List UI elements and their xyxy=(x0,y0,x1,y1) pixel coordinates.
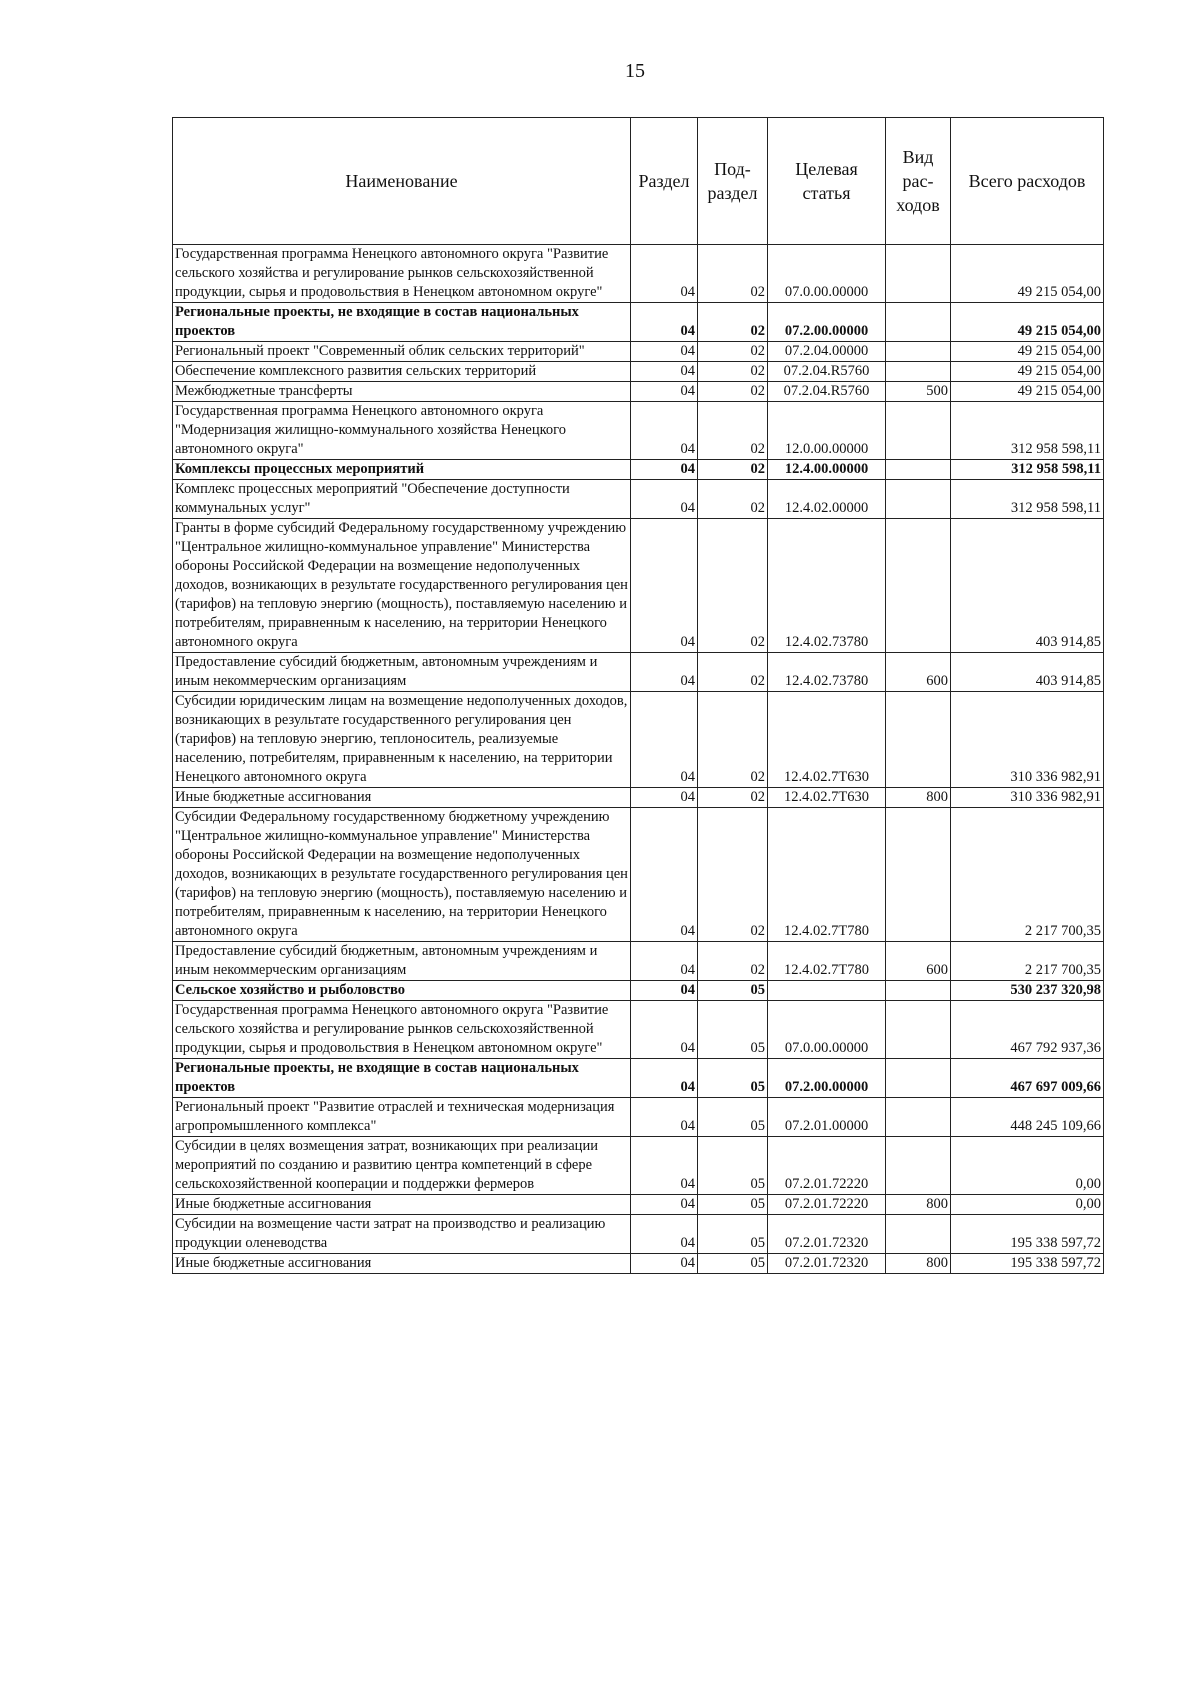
cell-name: Государственная программа Ненецкого автономного округа "Модернизация жилищно-коммунального хозяйства Ненецкого автономного округа" xyxy=(173,402,631,460)
cell-name: Региональный проект "Современный облик сельских территорий" xyxy=(173,342,631,362)
cell-vid: 800 xyxy=(886,788,951,808)
table-row xyxy=(173,1254,1104,1274)
cell-vid xyxy=(886,1059,951,1098)
cell-target: 07.2.01.72320 xyxy=(768,1254,886,1274)
table-row xyxy=(173,1137,1104,1195)
table-row xyxy=(173,1001,1104,1059)
header-razdel: Раздел xyxy=(631,118,698,245)
cell-total: 312 958 598,11 xyxy=(951,402,1104,460)
table-row xyxy=(173,981,1104,1001)
cell-name: Комплекс процессных мероприятий "Обеспечение доступности коммунальных услуг" xyxy=(173,480,631,519)
cell-target: 07.2.00.00000 xyxy=(768,1059,886,1098)
cell-name: Государственная программа Ненецкого автономного округа "Развитие сельского хозяйства и регулирование рынков сельскохозяйственной продукции, сырья и продовольствия в Ненецком автономном округе" xyxy=(173,245,631,303)
cell-target: 07.0.00.00000 xyxy=(768,1001,886,1059)
table-row xyxy=(173,362,1104,382)
cell-target xyxy=(768,981,886,1001)
cell-name: Сельское хозяйство и рыболовство xyxy=(173,981,631,1001)
table-row xyxy=(173,342,1104,362)
table-row xyxy=(173,402,1104,460)
cell-target: 07.2.04.00000 xyxy=(768,342,886,362)
table-body xyxy=(173,245,1104,1274)
cell-razdel: 04 xyxy=(631,653,698,692)
cell-vid xyxy=(886,362,951,382)
cell-target: 12.4.00.00000 xyxy=(768,460,886,480)
table-header xyxy=(173,118,1104,245)
cell-razdel: 04 xyxy=(631,981,698,1001)
cell-name: Иные бюджетные ассигнования xyxy=(173,1254,631,1274)
cell-vid xyxy=(886,519,951,653)
cell-podrazdel: 02 xyxy=(698,460,768,480)
table-row xyxy=(173,808,1104,942)
table-row xyxy=(173,460,1104,480)
cell-podrazdel: 02 xyxy=(698,245,768,303)
cell-total: 2 217 700,35 xyxy=(951,942,1104,981)
cell-total: 49 215 054,00 xyxy=(951,303,1104,342)
cell-name: Предоставление субсидий бюджетным, автономным учреждениям и иным некоммерческим организациям xyxy=(173,942,631,981)
cell-razdel: 04 xyxy=(631,382,698,402)
cell-total: 403 914,85 xyxy=(951,653,1104,692)
cell-target: 12.4.02.7Т780 xyxy=(768,808,886,942)
cell-razdel: 04 xyxy=(631,245,698,303)
cell-razdel: 04 xyxy=(631,519,698,653)
cell-vid: 600 xyxy=(886,942,951,981)
cell-vid xyxy=(886,1098,951,1137)
cell-podrazdel: 05 xyxy=(698,1059,768,1098)
table-row xyxy=(173,303,1104,342)
header-podrazdel: Под-раздел xyxy=(698,118,768,245)
cell-podrazdel: 05 xyxy=(698,1137,768,1195)
cell-total: 310 336 982,91 xyxy=(951,692,1104,788)
cell-podrazdel: 02 xyxy=(698,653,768,692)
cell-vid xyxy=(886,1137,951,1195)
cell-target: 07.2.01.00000 xyxy=(768,1098,886,1137)
cell-total: 467 697 009,66 xyxy=(951,1059,1104,1098)
cell-podrazdel: 02 xyxy=(698,382,768,402)
header-target: Целевая статья xyxy=(768,118,886,245)
cell-target: 12.4.02.73780 xyxy=(768,653,886,692)
budget-table xyxy=(172,117,1104,1274)
cell-name: Межбюджетные трансферты xyxy=(173,382,631,402)
cell-total: 49 215 054,00 xyxy=(951,362,1104,382)
cell-razdel: 04 xyxy=(631,342,698,362)
cell-razdel: 04 xyxy=(631,362,698,382)
cell-name: Региональный проект "Развитие отраслей и техническая модернизация агропромышленного комплекса" xyxy=(173,1098,631,1137)
cell-vid xyxy=(886,402,951,460)
header-total: Всего расходов xyxy=(951,118,1104,245)
cell-target: 12.4.02.7Т780 xyxy=(768,942,886,981)
cell-vid: 800 xyxy=(886,1195,951,1215)
cell-podrazdel: 02 xyxy=(698,480,768,519)
cell-razdel: 04 xyxy=(631,460,698,480)
cell-podrazdel: 02 xyxy=(698,519,768,653)
cell-podrazdel: 02 xyxy=(698,788,768,808)
cell-total: 312 958 598,11 xyxy=(951,480,1104,519)
header-vid: Вид рас-ходов xyxy=(886,118,951,245)
cell-name: Комплексы процессных мероприятий xyxy=(173,460,631,480)
cell-vid xyxy=(886,1001,951,1059)
cell-name: Обеспечение комплексного развития сельских территорий xyxy=(173,362,631,382)
cell-podrazdel: 02 xyxy=(698,342,768,362)
cell-podrazdel: 05 xyxy=(698,1254,768,1274)
cell-vid xyxy=(886,245,951,303)
cell-vid: 800 xyxy=(886,1254,951,1274)
cell-razdel: 04 xyxy=(631,1001,698,1059)
cell-total: 49 215 054,00 xyxy=(951,342,1104,362)
cell-total: 0,00 xyxy=(951,1137,1104,1195)
cell-name: Региональные проекты, не входящие в состав национальных проектов xyxy=(173,303,631,342)
cell-razdel: 04 xyxy=(631,1059,698,1098)
cell-razdel: 04 xyxy=(631,1137,698,1195)
cell-target: 07.2.04.R5760 xyxy=(768,362,886,382)
table-row xyxy=(173,788,1104,808)
cell-razdel: 04 xyxy=(631,808,698,942)
cell-razdel: 04 xyxy=(631,942,698,981)
cell-target: 12.0.00.00000 xyxy=(768,402,886,460)
cell-target: 12.4.02.73780 xyxy=(768,519,886,653)
cell-podrazdel: 02 xyxy=(698,362,768,382)
cell-razdel: 04 xyxy=(631,1254,698,1274)
cell-podrazdel: 02 xyxy=(698,402,768,460)
table-row xyxy=(173,1195,1104,1215)
table-row xyxy=(173,942,1104,981)
cell-name: Субсидии в целях возмещения затрат, возникающих при реализации мероприятий по созданию и развитию центра компетенций в сфере сельскохозяйственной кооперации и поддержки фермеров xyxy=(173,1137,631,1195)
cell-name: Гранты в форме субсидий Федеральному государственному учреждению "Центральное жилищно-коммунальное управление" Министерства обороны Российской Федерации на возмещение недополученных доходов, возникающих в результате государственного регулирования цен (тарифов) на тепловую энергию (мощность), поставляемую населению и потребителям, приравненным к населению, на территории Ненецкого автономного округа xyxy=(173,519,631,653)
cell-target: 07.0.00.00000 xyxy=(768,245,886,303)
cell-podrazdel: 05 xyxy=(698,1098,768,1137)
cell-total: 2 217 700,35 xyxy=(951,808,1104,942)
cell-total: 195 338 597,72 xyxy=(951,1215,1104,1254)
cell-name: Государственная программа Ненецкого автономного округа "Развитие сельского хозяйства и регулирование рынков сельскохозяйственной продукции, сырья и продовольствия в Ненецком автономном округе" xyxy=(173,1001,631,1059)
cell-name: Предоставление субсидий бюджетным, автономным учреждениям и иным некоммерческим организациям xyxy=(173,653,631,692)
cell-target: 12.4.02.7Т630 xyxy=(768,788,886,808)
cell-target: 12.4.02.00000 xyxy=(768,480,886,519)
cell-target: 07.2.01.72220 xyxy=(768,1195,886,1215)
table-row xyxy=(173,382,1104,402)
cell-razdel: 04 xyxy=(631,692,698,788)
cell-target: 12.4.02.7Т630 xyxy=(768,692,886,788)
cell-name: Иные бюджетные ассигнования xyxy=(173,1195,631,1215)
cell-name: Субсидии Федеральному государственному бюджетному учреждению "Центральное жилищно-коммунальное управление" Министерства обороны Российской Федерации на возмещение недополученных доходов, возникающих в результате государственного регулирования цен (тарифов) на тепловую энергию (мощность), поставляемую населению и потребителям, приравненным к населению, на территории Ненецкого автономного округа xyxy=(173,808,631,942)
table-row xyxy=(173,1215,1104,1254)
cell-total: 310 336 982,91 xyxy=(951,788,1104,808)
cell-podrazdel: 02 xyxy=(698,692,768,788)
cell-target: 07.2.00.00000 xyxy=(768,303,886,342)
cell-razdel: 04 xyxy=(631,1195,698,1215)
cell-vid xyxy=(886,480,951,519)
table-row xyxy=(173,1098,1104,1137)
table-row xyxy=(173,1059,1104,1098)
cell-razdel: 04 xyxy=(631,480,698,519)
table-row xyxy=(173,519,1104,653)
cell-name: Субсидии на возмещение части затрат на производство и реализацию продукции оленеводства xyxy=(173,1215,631,1254)
cell-name: Иные бюджетные ассигнования xyxy=(173,788,631,808)
cell-total: 49 215 054,00 xyxy=(951,245,1104,303)
table-row xyxy=(173,692,1104,788)
cell-podrazdel: 02 xyxy=(698,303,768,342)
cell-vid: 600 xyxy=(886,653,951,692)
cell-razdel: 04 xyxy=(631,1098,698,1137)
cell-podrazdel: 05 xyxy=(698,1001,768,1059)
cell-vid xyxy=(886,981,951,1001)
cell-podrazdel: 02 xyxy=(698,942,768,981)
cell-total: 467 792 937,36 xyxy=(951,1001,1104,1059)
cell-podrazdel: 02 xyxy=(698,808,768,942)
cell-total: 49 215 054,00 xyxy=(951,382,1104,402)
cell-name: Региональные проекты, не входящие в состав национальных проектов xyxy=(173,1059,631,1098)
cell-razdel: 04 xyxy=(631,402,698,460)
header-name: Наименование xyxy=(173,118,631,245)
cell-vid xyxy=(886,692,951,788)
cell-total: 530 237 320,98 xyxy=(951,981,1104,1001)
cell-vid xyxy=(886,808,951,942)
table-row xyxy=(173,480,1104,519)
cell-podrazdel: 05 xyxy=(698,1195,768,1215)
cell-total: 403 914,85 xyxy=(951,519,1104,653)
table-row xyxy=(173,653,1104,692)
page-number: 15 xyxy=(625,60,645,82)
cell-podrazdel: 05 xyxy=(698,981,768,1001)
cell-podrazdel: 05 xyxy=(698,1215,768,1254)
cell-vid: 500 xyxy=(886,382,951,402)
cell-razdel: 04 xyxy=(631,1215,698,1254)
cell-target: 07.2.01.72220 xyxy=(768,1137,886,1195)
cell-razdel: 04 xyxy=(631,788,698,808)
cell-target: 07.2.04.R5760 xyxy=(768,382,886,402)
cell-total: 0,00 xyxy=(951,1195,1104,1215)
cell-vid xyxy=(886,342,951,362)
cell-total: 195 338 597,72 xyxy=(951,1254,1104,1274)
cell-target: 07.2.01.72320 xyxy=(768,1215,886,1254)
cell-vid xyxy=(886,1215,951,1254)
cell-vid xyxy=(886,303,951,342)
cell-razdel: 04 xyxy=(631,303,698,342)
table-row xyxy=(173,245,1104,303)
cell-total: 312 958 598,11 xyxy=(951,460,1104,480)
cell-total: 448 245 109,66 xyxy=(951,1098,1104,1137)
cell-name: Субсидии юридическим лицам на возмещение недополученных доходов, возникающих в результате государственного регулирования цен (тарифов) на тепловую энергию, теплоноситель, реализуемые населению, потребителям, приравненным к населению, на территории Ненецкого автономного округа xyxy=(173,692,631,788)
cell-vid xyxy=(886,460,951,480)
